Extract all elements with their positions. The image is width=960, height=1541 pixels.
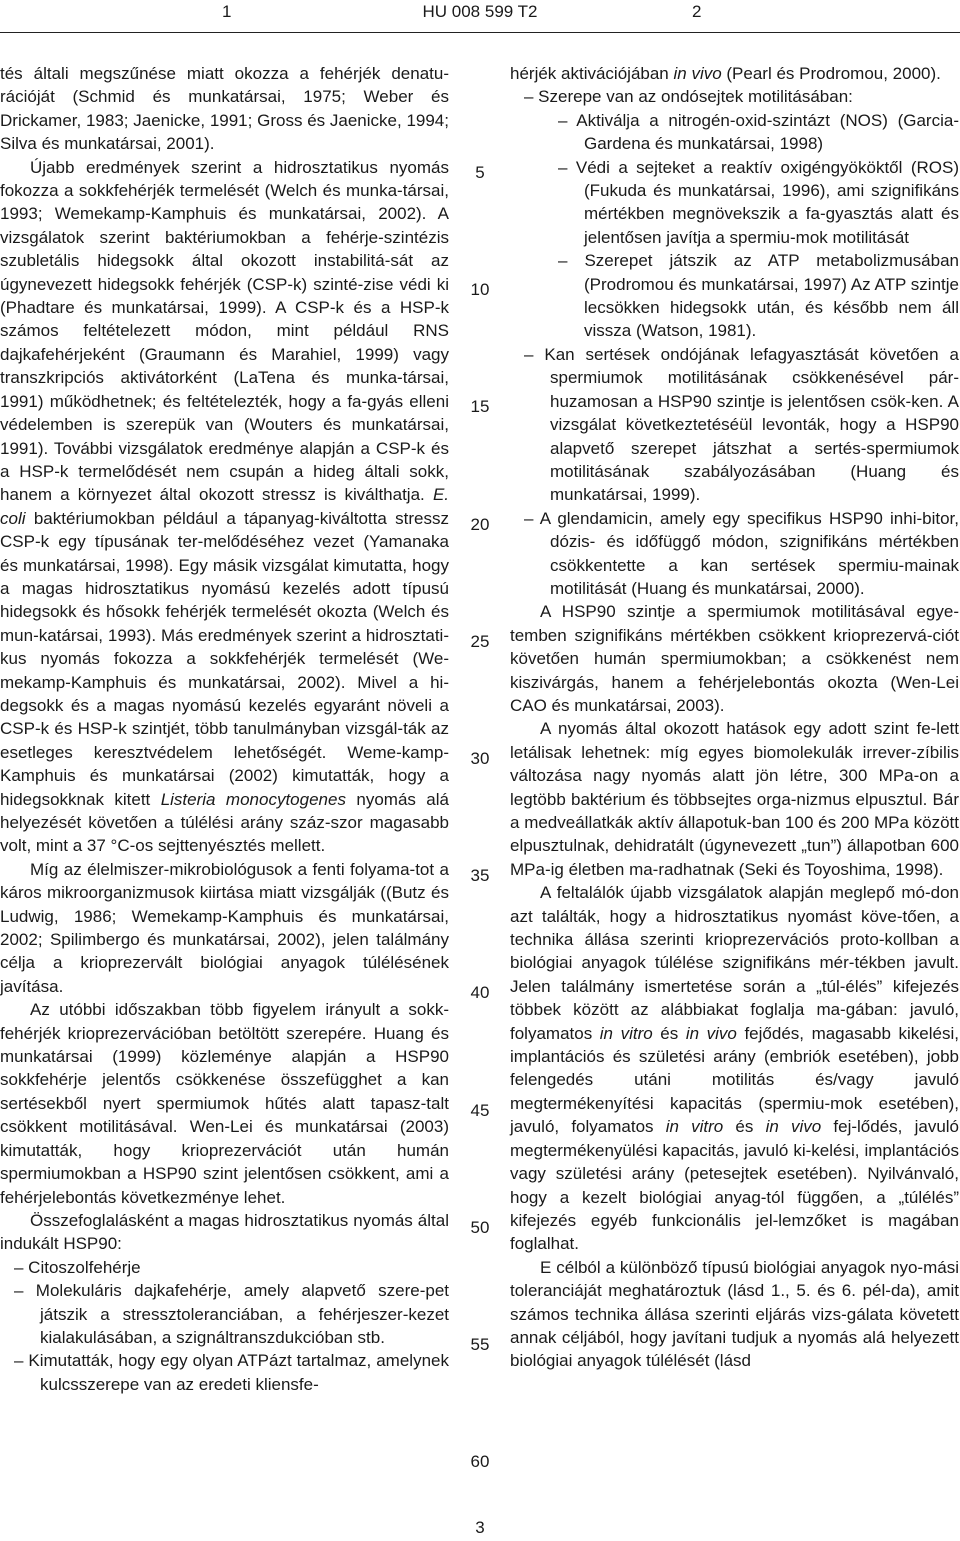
paragraph: Újabb eredmények szerint a hidrosztatikus nyomás fokozza a sokkfehérjék termelését (Welch és munka-társai, 1993; Wemekamp-Kamphuis és munkatársai, 2002). A vizsgálatok szerint baktériumokban a fehérje-szintézis szubletális hidegsokk által okozott instabilitá-sát az úgynevezett hidegsokk fehérjék (CSP-k) szinté-zise védi ki (Phadtare és munkatársai, 1999). A CSP-k és a HSP-k számos feltételezett módon, mint például RNS dajkafehérjeként (Graumann és Marahiel, 1999) vagy transzkripciós aktivátorként (LaTena és munka-társai, 1991) működhetnek; és feltételezték, hogy a fa-gyás elleni védelemben is szerepük van (Wouters és munkatársai, 1991). További vizsgálatok eredménye alapján a CSP-k és a HSP-k termelődését nem csupán a hideg általi sokk, hanem a környezet által okozott stressz is kiválthatja. E. coli baktériumokban például a tápanyag-kiváltotta stressz CSP-k egy típusának ter-melődéséhez vezet (Yamanaka és munkatársai, 1998). Egy másik vizsgálat kimutatta, hogy a magas hidrosztatikus nyomású kezelés adott típusú hidegsokk és hősokk fehérjék termelését okozta (Welch és mun-katársai, 1993). Más eredmények szerint a hidrosztati-kus nyomás fokozza a sokkfehérjék termelését (We-mekamp-Kamphuis és munkatársai, 2002). Mivel a hi-degsokk és a magas nyomású kezelés egyaránt növeli a CSP-k és HSP-k szintjét, több tanulmányban vizsgál-ták az esetleges keresztvédelem lehetőségét. Weme-kamp-Kamphuis és munkatársai (2002) kimutatták, hogy a hidegsokknak kitett Listeria monocytogenes nyomás alá helyezését követően a túlélési arány száz-szor magasabb volt, mint a 37 °C-os sejttenyésztés mellett. bbox=[0, 157, 449, 856]
paragraph: tés általi megszűnése miatt okozza a fehérjék denatu-rációját (Schmid és munkatársai, 1975; Weber és Drickamer, 1983; Jaenicke, 1991; Gross és Jaenicke, 1994; Silva és munkatársai, 2001). bbox=[0, 64, 449, 154]
left-column bbox=[0, 62, 449, 1396]
line-number: 60 bbox=[470, 1452, 490, 1472]
list-item: – Kan sertések ondójának lefagyasztását követően a spermiumok motilitásának csökkenésével pár-huzamosan a HSP90 szintje is jelentősen csök-ken. A vizsgálat következtetéséül levonták, hogy a HSP90 alapvető szerepet játszhat a sertés-spermiumok motilitásának szabályozásában (Huang és munkatársai, 1999). bbox=[524, 344, 959, 505]
line-number: 40 bbox=[470, 983, 490, 1003]
header-rule bbox=[0, 32, 960, 33]
line-number: 55 bbox=[470, 1335, 490, 1354]
line-number: 35 bbox=[470, 866, 490, 886]
list-item: – Aktiválja a nitrogén-oxid-szintázt (NOS) (Garcia-Gardena és munkatársai, 1998) bbox=[558, 110, 959, 154]
right-column bbox=[510, 62, 959, 1373]
line-number: 45 bbox=[470, 1100, 490, 1120]
header-left-page-number: 1 bbox=[222, 2, 232, 21]
paragraph: A feltalálók újabb vizsgálatok alapján meglepő mó-don azt találták, hogy a hidrosztatikus nyomást köve-tően, a technika állása szerinti krioprezervációs proto-kollban a biológiai anyagok túlélése szignifikáns mér-tékben javult. Jelen találmány ismertetése során a „túl-élés” kifejezés többek között az alábbiakat foglalja ma-gában: javuló, folyamatos in vitro és in vivo fejődés, magasabb kikelési, implantációs és születési arány (embriók esetében), jobb felengedés utáni motilitás és/vagy javuló megtermékenyítési kapacitás (spermiu-mok esetében), javuló, folyamatos in vitro és in vivo fej-lődés, javuló megtermékenyülési kapacitás, javuló ki-kelési, implantációs vagy születési arány (petesejtek esetében). Nyilvánvaló, hogy a kezelt biológiai anyag-tól függően, a „túlélés” kifejezés egyéb funkcionális jel-lemzőket is magában foglalhat. bbox=[510, 883, 959, 1254]
paragraph: Az utóbbi időszakban több figyelem irányult a sokk-fehérjék krioprezervációban betöltött szerepére. Huang és munkatársai (1999) közleménye alapján a HSP90 sokkfehérje jelentős csökkenése összefügghet a kan sertésekből nyert spermiumok hűtés alatt tapasz-talt csökkent motilitásával. Wen-Lei és munkatársai (2003) kimutatták, hogy krioprezervációt után humán spermiumokban a HSP90 szint jelentősen csökkent, ami a fehérjelebontás következménye lehet. bbox=[0, 1000, 449, 1207]
line-number: 25 bbox=[470, 631, 490, 651]
list-item: – Kimutatták, hogy egy olyan ATPázt tartalmaz, amelynek kulcsszerepe van az eredeti kliensfe- bbox=[14, 1351, 449, 1394]
line-number: 10 bbox=[470, 280, 490, 300]
list-item: – Szerepet játszik az ATP metabolizmusában (Prodromou és munkatársai, 1997) Az ATP szintje lecsökken hidegsokk után, és később nem áll vissza (Watson, 1981). bbox=[558, 251, 959, 341]
paragraph: Míg az élelmiszer-mikrobiológusok a fenti folyama-tot a káros mikroorganizmusok kiirtása miatt vizsgálják ((Butz és Ludwig, 1986; Wemekamp-Kamphuis és munkatársai, 2002; Spilimbergo és munkatársai, 2002), jelen találmány célja a krioprezervált biológiai anyagok túlélésének javítása. bbox=[0, 859, 449, 996]
paragraph: Összefoglalásként a magas hidrosztatikus nyomás által indukált HSP90: bbox=[0, 1210, 449, 1254]
line-number: 5 bbox=[475, 163, 485, 182]
paragraph: E célból a különböző típusú biológiai anyagok nyo-mási toleranciáját meghatároztuk (lásd 1., 5. és 6. pél-da), amit számos technika állása szerinti eljárás vizs-gálata követett annak céljából, hogy javítani tudjuk a nyomás alá helyezett biológiai anyagok túlélését (lásd bbox=[510, 1257, 959, 1371]
header-document-id: HU 008 599 T2 bbox=[422, 2, 538, 21]
list-item: – Molekuláris dajkafehérje, amely alapvető szere-pet játszik a stressztoleranciában, a fehérjeszer-kezet kialakulásában, a szignáltranszdukcióban stb. bbox=[14, 1281, 449, 1347]
paragraph: hérjék aktivációjában in vivo (Pearl és Prodromou, 2000). bbox=[510, 64, 941, 83]
list-item: – Citoszolfehérje bbox=[14, 1257, 141, 1277]
paragraph: A nyomás által okozott hatások egy adott szint fe-lett letálisak lehetnek: míg egyes biomolekulák irrever-zíbilis változása nagy nyomás alatt jön létre, 300 MPa-on a legtöbb baktérium és többsejtes orga-nizmus elpusztul. Bár a medveállatkák aktív állapotuk-ban 100 és 200 MPa között elpusztulnak, dehidratált (úgynevezett „tun”) állapotban 600 MPa-ig életben ma-radhatnak (Seki és Toyoshima, 1998). bbox=[510, 719, 959, 879]
list-item: – A glendamicin, amely egy specifikus HSP90 inhi-bitor, dózis- és időfüggő módon, szignifikáns mértékben csökkentette a kan sertések spermiu-mainak motilitását (Huang és munkatársai, 2000). bbox=[524, 508, 959, 598]
header-right-page-number: 2 bbox=[692, 2, 702, 21]
line-number: 15 bbox=[470, 397, 490, 417]
line-number: 50 bbox=[470, 1217, 490, 1237]
footer-page-number: 3 bbox=[475, 1518, 485, 1537]
list-item: – Védi a sejteket a reaktív oxigéngyököktől (ROS) (Fukuda és munkatársai, 1996), ami szignifikáns mértékben megnövekszik a fa-gyasztás alatt és jelentősen javítja a spermiu-mok motilitását bbox=[558, 157, 959, 247]
list-item: – Szerepe van az ondósejtek motilitásában: bbox=[524, 87, 853, 107]
paragraph: A HSP90 szintje a spermiumok motilitásával egye-temben szignifikáns mértékben csökkent krioprezervá-ciót követően humán spermiumokban; a csökkenést nem kiszivárgás, hanem a fehérjelebontás okozta (Wen-Lei CAO és munkatársai, 2003). bbox=[510, 602, 959, 715]
line-number: 20 bbox=[470, 514, 490, 534]
line-number: 30 bbox=[470, 749, 490, 768]
